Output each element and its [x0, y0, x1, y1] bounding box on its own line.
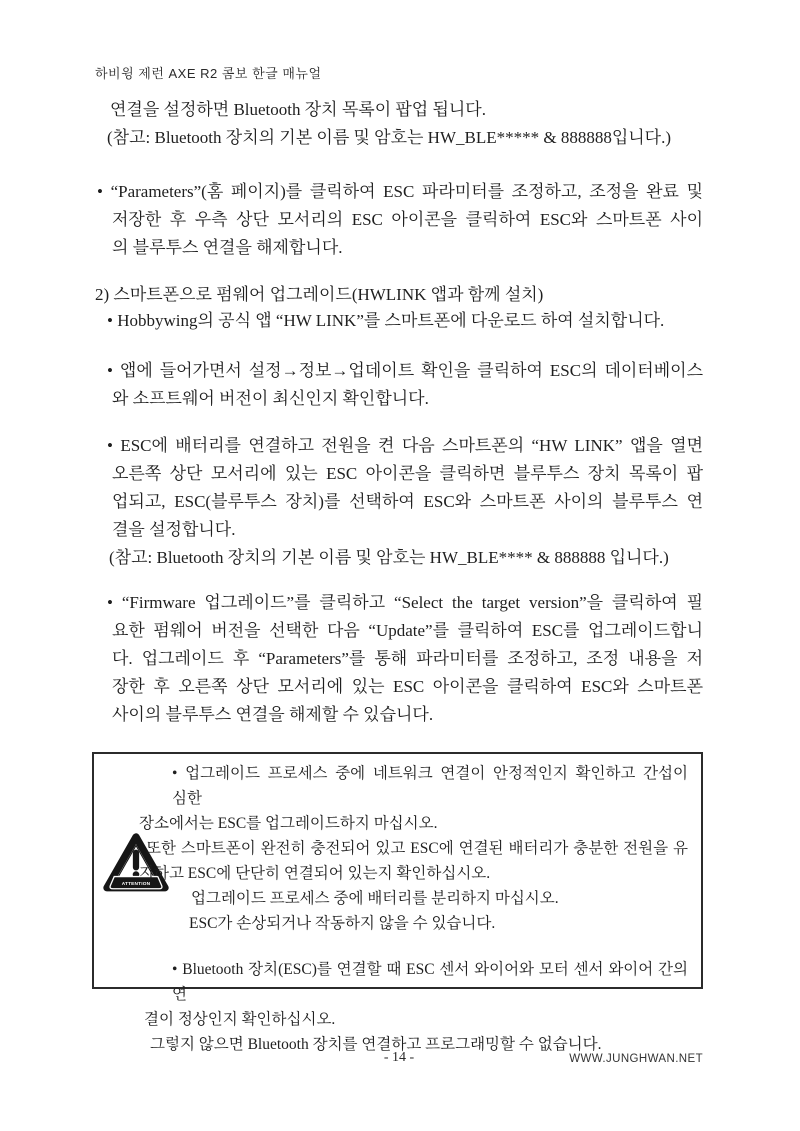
bullet-download — [95, 307, 703, 335]
intro-note-line: (참고: Bluetooth 장치의 기본 이름 및 암호는 HW_BLE***** & 888888입니다.) — [107, 128, 672, 147]
warning-line: 지하고 ESC에 단단히 연결되어 있는지 확인하십시오. — [139, 865, 491, 882]
warning-line: 장소에서는 ESC를 업그레이드하지 마십시오. — [139, 815, 438, 832]
warning-line: 또한 스마트폰이 완전히 충전되어 있고 ESC에 연결된 배터리가 충분한 전원을 유 — [146, 840, 688, 857]
text-line: • “Firmware 업그레이드”를 클릭하고 “Select the target version”을 클릭하여 필 — [107, 593, 703, 612]
text-line: • ESC에 배터리를 연결하고 전원을 켠 다음 스마트폰의 “HW LINK” 앱을 열면 — [107, 436, 703, 455]
text-line: 요한 펌웨어 버전을 선택한 다음 “Update”를 클릭하여 ESC를 업그레이드합니 — [112, 621, 703, 640]
text-line: 저장한 후 우측 상단 모서리의 ESC 아이콘을 클릭하여 ESC와 스마트폰 사이 — [112, 210, 703, 229]
text-line: • Hobbywing의 공식 앱 “HW LINK”를 스마트폰에 다운로드 하여 설치합니다. — [107, 311, 665, 330]
warning-line: 그렇지 않으면 Bluetooth 장치를 연결하고 프로그래밍할 수 없습니다. — [150, 1036, 602, 1053]
text-line: 연결을 설정하면 Bluetooth 장치 목록이 팝업 됩니다. — [110, 100, 486, 119]
bullet-parameters — [95, 178, 703, 262]
text-line: • 앱에 들어가면서 설정→정보→업데이트 확인을 클릭하여 ESC의 데이터베이스 — [107, 361, 703, 380]
attention-label: ATTENTION — [121, 881, 151, 887]
warning-box — [92, 752, 703, 1053]
text-line: 사이의 블루투스 연결을 해제할 수 있습니다. — [112, 705, 434, 724]
warning-text — [139, 761, 688, 1057]
page-number: - 14 - — [383, 1050, 415, 1065]
connect-note-line: (참고: Bluetooth 장치의 기본 이름 및 암호는 HW_BLE**** & 888888 입니다.) — [109, 548, 669, 567]
warning-line: 업그레이드 프로세스 중에 배터리를 분리하지 마십시오. — [191, 890, 559, 907]
heading-line: 2) 스마트폰으로 펌웨어 업그레이드(HWLINK 앱과 함께 설치) — [95, 285, 544, 304]
text-line: 업되고, ESC(블루투스 장치)를 선택하여 ESC와 스마트폰 사이의 블루투스 연 — [112, 492, 703, 511]
text-line: 장한 후 오른쪽 상단 모서리에 있는 ESC 아이콘을 클릭하여 ESC와 스마트폰 — [112, 677, 703, 696]
warning-line: 결이 정상인지 확인하십시오. — [144, 1011, 336, 1028]
bullet-firmware — [95, 589, 703, 729]
intro-paragraph — [95, 96, 703, 152]
text-line: 의 블루투스 연결을 해제합니다. — [112, 238, 343, 257]
text-line: 다. 업그레이드 후 “Parameters”를 통해 파라미터를 조정하고, 조정 내용을 저 — [112, 649, 703, 668]
text-line: 와 소프트웨어 버전이 최신인지 확인합니다. — [112, 389, 429, 408]
document-title: 하비윙 제런 AXE R2 콤보 한글 매뉴얼 — [95, 66, 322, 81]
bullet-connect — [95, 432, 703, 572]
website-url: WWW.JUNGHWAN.NET — [569, 1053, 703, 1065]
bullet-update-check — [95, 357, 703, 413]
section-2-heading — [95, 281, 703, 309]
text-line: 오른쪽 상단 모서리에 있는 ESC 아이콘을 클릭하면 블루투스 장치 목록이 팝 — [112, 464, 703, 483]
warning-line: ESC가 손상되거나 작동하지 않을 수 있습니다. — [189, 915, 496, 932]
text-line: • “Parameters”(홈 페이지)를 클릭하여 ESC 파라미터를 조정하고, 조정을 완료 및 — [97, 182, 703, 201]
text-line: 결을 설정합니다. — [112, 520, 236, 539]
warning-line: • 업그레이드 프로세스 중에 네트워크 연결이 안정적인지 확인하고 간섭이 심한 — [172, 765, 688, 807]
warning-line: • Bluetooth 장치(ESC)를 연결할 때 ESC 센서 와이어와 모터 센서 와이어 간의 연 — [172, 961, 688, 1003]
